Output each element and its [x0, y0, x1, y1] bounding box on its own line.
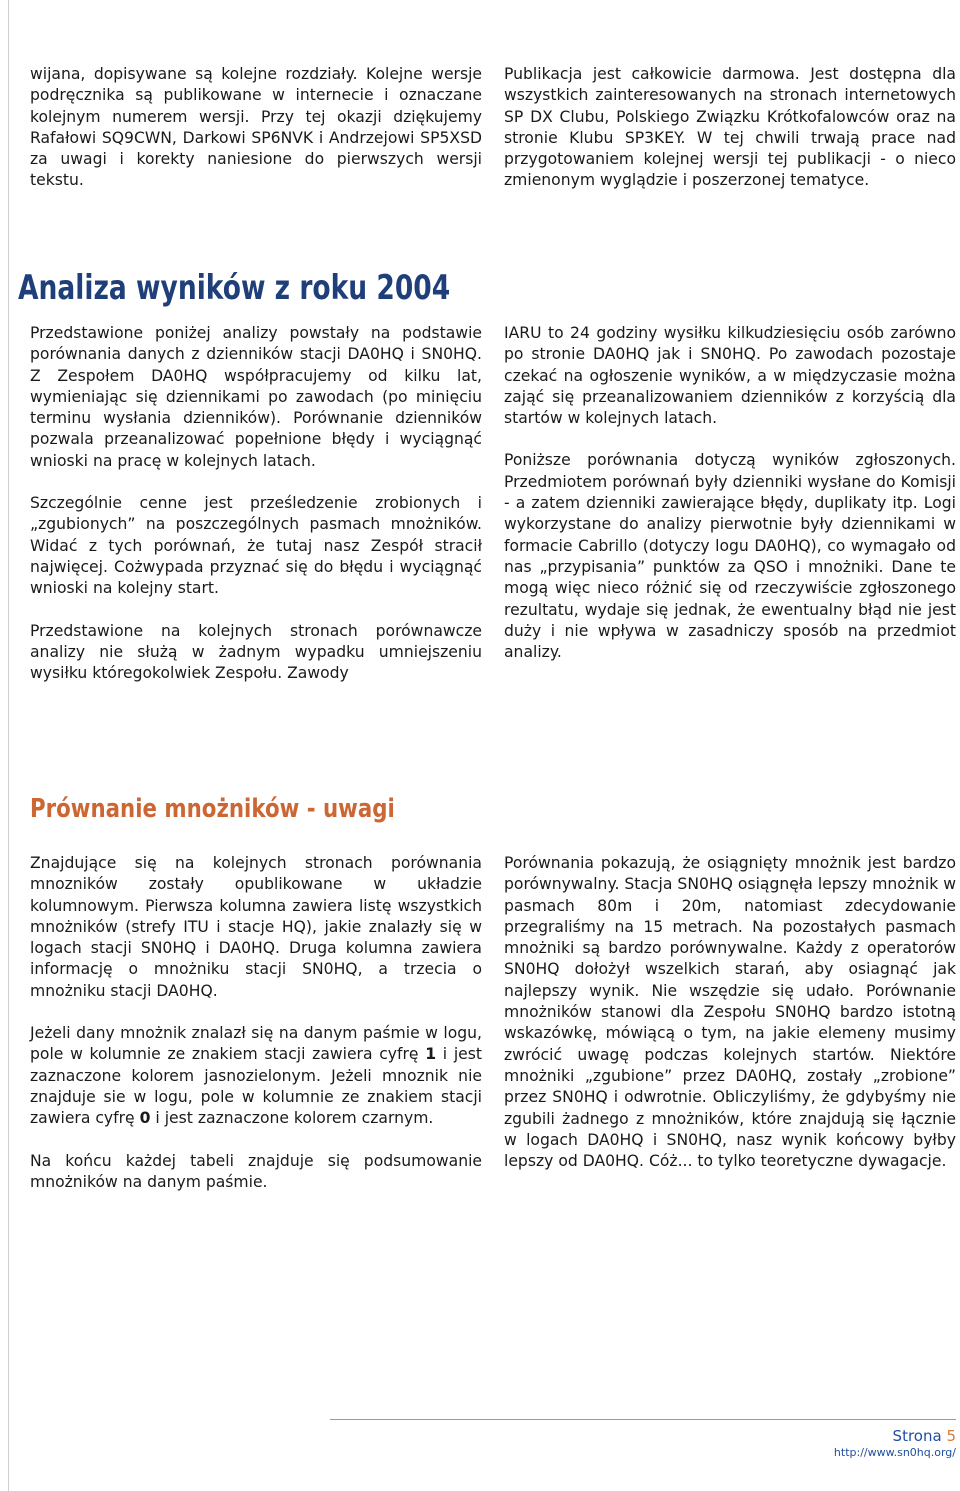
multipliers-paragraph-digits — [30, 1023, 482, 1129]
top-right-paragraph: Publikacja jest całkowicie darmowa. Jest dostępna dla wszystkich zainteresowanych na stronach internetowych SP DX Clubu, Polskiego Związku Krótkofalowców oraz na stronie Klubu SP3KEY. W tej chwili trwają prace nad przygotowaniem kolejnej wersji tej publikacji - o nieco zmienonym wyglądzie i poszerzonej tematyce. — [504, 65, 956, 190]
multipliers-paragraph: Porównania pokazują, że osiągnięty mnożnik jest bardzo porównywalny. Stacja SN0HQ osiągnęła lepszy mnożnik w pasmach 80m i 20m, natomiast zdecydowanie przegraliśmy na 15 metrach. Na pozostałych pasmach mnożniki są bardzo porównywalne. Każdy z operatorów SN0HQ dołożył wszelkich starań, aby osiagnąć jak najlepszy wynik. Nie wszędzie się udało. Porównanie mnożników stanowi dla Zespołu SN0HQ bardzo istotną wskazówkę, mówiącą o tym, na jakie elemeny musimy zwrócić uwagę podczas kolejnych startów. Niektóre mnożniki „zgubione” przez DA0HQ, zostały „zrobione” przez SN0HQ i odwrotnie. Obliczyliśmy, że gdybyśmy nie zgubili żadnego z mnożników, które znajdują się łącznie w logach DA0HQ i SN0HQ, nasz wynik końcowy byłby lepszy od DA0HQ. Cóż... to tylko teoretyczne dywagacje. — [504, 854, 956, 1171]
digit-one: 1 — [425, 1045, 437, 1064]
analysis-paragraph: Poniższe porównania dotyczą wyników zgłoszonych. Przedmiotem porównań były dzienniki wysłane do Komisji - a zatem dzienniki zawierające błędy, duplikaty itp. Logi wykorzystane do analizy pierwotnie były dziennikami w formacie Cabrillo (dotyczy logu DA0HQ), co wymagało od nas „przypisania” punktów za QSO i mnożniki. Dane te mogą więc nieco różnić się od rzeczywiście zgłoszonego rezultatu, wydaje się jednak, że ewentualny błąd nie jest duży i nie wpływa w zasadniczy sposób na przedmiot analizy. — [504, 451, 956, 662]
text-run: Jeżeli dany mnożnik znalazł się na danym paśmie w logu, pole w kolumnie ze znakiem stacji zawiera cyfrę — [30, 1024, 482, 1064]
text-run: i jest zaznaczone kolorem jasnozielonym. Jeżeli mnoznik nie znajduje sie w logu, pole w kolumnie ze znakiem stacji zawiera cyfrę — [30, 1045, 482, 1128]
analysis-paragraph: Przedstawione na kolejnych stronach porównawcze analizy nie służą w żadnym wypadku umniejszeniu wysiłku któregokolwiek Zespołu. Zawody — [30, 621, 482, 683]
multipliers-paragraph: Znajdujące się na kolejnych stronach porównania mnozników zostały opublikowane w układzie kolumnowym. Pierwsza kolumna zawiera listę wszystkich mnożników (strefy ITU i stacje HQ), jakie znalazły się w logach stacji SN0HQ i DA0HQ. Druga kolumna zawiera informację o mnożniku stacji SN0HQ, a trzecia o mnożniku stacji DA0HQ. — [30, 854, 482, 1000]
multipliers-paragraph: Na końcu każdej tabeli znajduje się podsumowanie mnożników na danym paśmie. — [30, 1151, 482, 1191]
page-left-border — [8, 0, 9, 1491]
analysis-paragraph: Przedstawione poniżej analizy powstały na podstawie porównania danych z dzienników stacji DA0HQ i SN0HQ. Z Zespołem DA0HQ współpracujemy od kilku lat, wymieniając się dziennikami po zawodach (po minięciu terminu wysłania dzienników). Porównanie dzienników pozwala przeanalizować popełnione błędy i wyciągnąć wnioski na pracę w kolejnych latach. — [30, 324, 482, 470]
digit-zero: 0 — [139, 1109, 151, 1128]
analysis-paragraph: IARU to 24 godziny wysiłku kilkudziesięciu osób zarówno po stronie DA0HQ jak i SN0HQ. Po zawodach pozostaje czekać na ogłoszenie wyników, a w międzyczasie można zająć się przeanalizowaniem dzienników z korzyścią dla startów w kolejnych latach. — [504, 324, 956, 428]
page-label: Strona — [892, 1427, 942, 1445]
text-run: i jest zaznaczone kolorem czarnym. — [150, 1109, 434, 1128]
multipliers-right-column — [504, 853, 956, 1172]
section-title-multipliers: Prównanie mnożników - uwagi — [30, 794, 395, 824]
footer-divider — [330, 1419, 956, 1420]
multipliers-left-column — [30, 853, 482, 1193]
footer-url-link[interactable]: http://www.sn0hq.org/ — [833, 1446, 956, 1459]
top-left-paragraph: wijana, dopisywane są kolejne rozdziały. Kolejne wersje podręcznika są publikowane w internecie i oznaczane kolejnym numerem wersji. Przy tej okazji dziękujemy Rafałowi SQ9CWN, Darkowi SP6NVK i Andrzejowi SP5XSD za uwagi i korekty naniesione do pierwszych wersji tekstu. — [30, 65, 482, 190]
analysis-right-column — [504, 323, 956, 663]
analysis-left-column — [30, 323, 482, 684]
top-right-column — [504, 64, 956, 192]
top-left-column — [30, 64, 482, 192]
analysis-paragraph: Szczególnie cenne jest prześledzenie zrobionych i „zgubionych” na poszczególnych pasmach mnożników. Widać z tych porównań, że tutaj nasz Zespół stracił najwięcej. Cożwypada przyznać się do błędu i wyciągnąć wnioski na kolejny start. — [30, 494, 482, 598]
page-number-label — [893, 1427, 956, 1445]
section-title-analysis: Analiza wyników z roku 2004 — [18, 268, 451, 308]
page-number: 5 — [946, 1427, 956, 1445]
